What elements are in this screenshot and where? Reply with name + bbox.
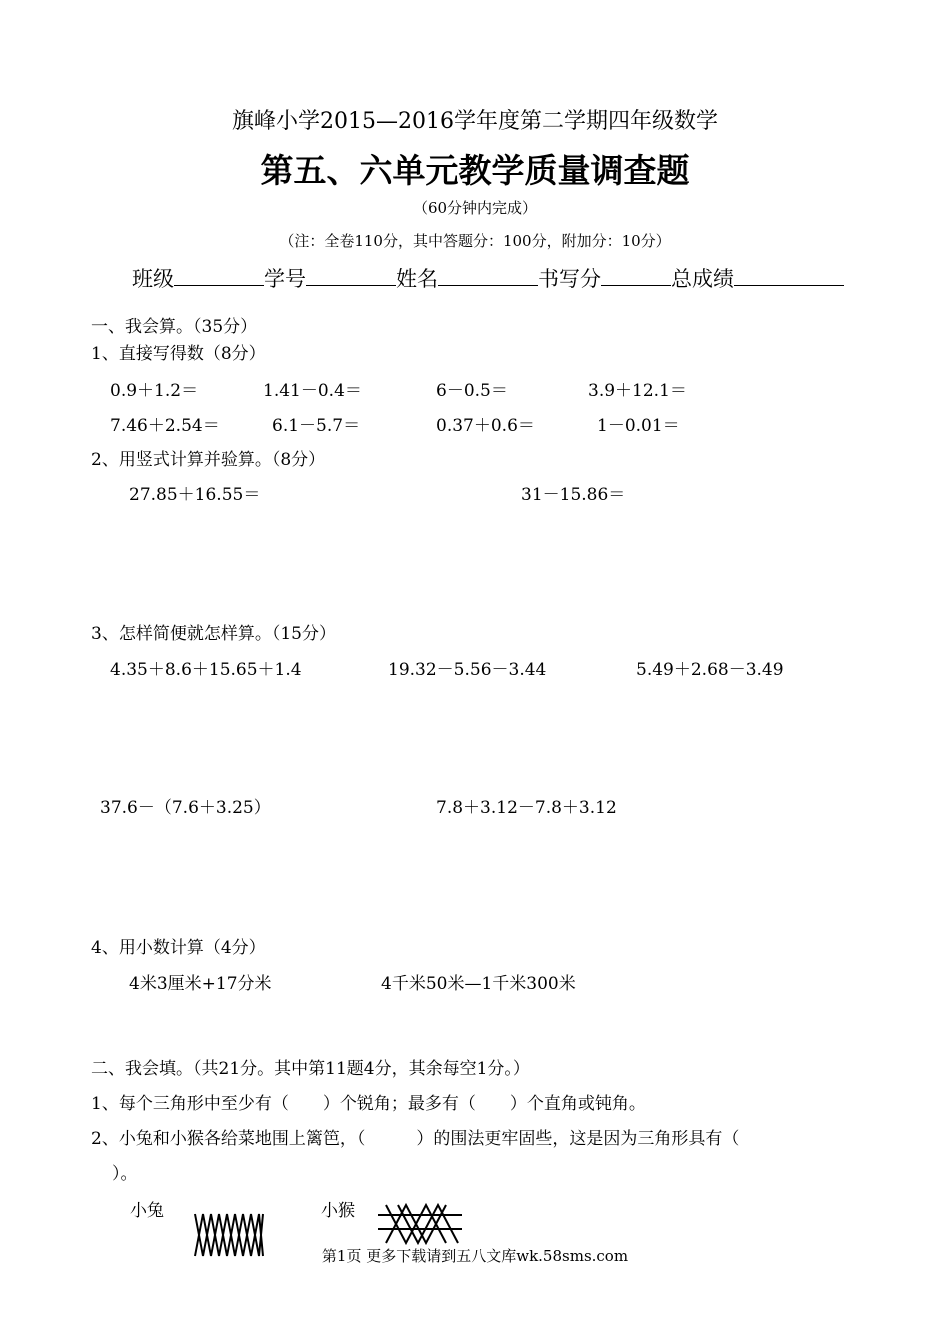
q1-item: 3.9＋12.1＝ (588, 381, 687, 401)
rabbit-label: 小兔 (130, 1201, 164, 1221)
q1-item: 1.41－0.4＝ (263, 381, 362, 401)
section2-title: 二、我会填。（共21分。其中第11题4分，其余每空1分。） (91, 1059, 530, 1079)
total-score-blank[interactable] (734, 267, 844, 286)
q1-item: 7.46＋2.54＝ (110, 416, 220, 436)
q3-item: 7.8＋3.12－7.8＋3.12 (436, 798, 617, 818)
q1-title: 1、直接写得数（8分） (91, 344, 266, 364)
q1-item: 6－0.5＝ (436, 381, 508, 401)
q1-item: 0.37＋0.6＝ (436, 416, 535, 436)
class-blank[interactable] (174, 267, 264, 286)
q3-title: 3、怎样简便就怎样算。（15分） (91, 624, 336, 644)
total-score-label: 总成绩 (671, 267, 734, 291)
q2-item: 27.85＋16.55＝ (129, 485, 261, 505)
q4-item: 4千米50米—1千米300米 (381, 974, 576, 994)
score-note: （注：全卷110分，其中答题分：100分，附加分：10分） (279, 232, 671, 250)
q1-item: 0.9＋1.2＝ (110, 381, 199, 401)
handwriting-score-blank[interactable] (601, 267, 671, 286)
s2-q1: 1、每个三角形中至少有（ ）个锐角；最多有（ ）个直角或钝角。 (91, 1094, 646, 1114)
q1-item: 1－0.01＝ (597, 416, 680, 436)
q3-item: 5.49＋2.68－3.49 (636, 660, 784, 680)
q4-item: 4米3厘米+17分米 (129, 974, 272, 994)
time-note: （60分钟内完成） (412, 199, 538, 217)
name-blank[interactable] (438, 267, 538, 286)
q3-item: 19.32－5.56－3.44 (388, 660, 547, 680)
s2-q2-line1: 2、小兔和小猴各给菜地围上篱笆，（ ）的围法更牢固些，这是因为三角形具有（ (91, 1129, 740, 1149)
exam-title: 第五、六单元教学质量调查题 (260, 151, 690, 190)
school-title: 旗峰小学2015—2016学年度第二学期四年级数学 (232, 109, 718, 134)
q2-item: 31－15.86＝ (521, 485, 626, 505)
handwriting-score-label: 书写分 (538, 267, 601, 291)
q3-item: 4.35＋8.6＋15.65＋1.4 (110, 660, 302, 680)
monkey-label: 小猴 (321, 1201, 355, 1221)
student-number-blank[interactable] (306, 267, 396, 286)
q3-item: 37.6－（7.6＋3.25） (100, 798, 271, 818)
s2-q2-line2: ）。 (112, 1164, 138, 1184)
q4-title: 4、用小数计算（4分） (91, 938, 266, 958)
page-footer: 第1页 更多下载请到五八文库wk.58sms.com (321, 1247, 629, 1265)
student-number-label: 学号 (264, 267, 306, 291)
q1-item: 6.1－5.7＝ (272, 416, 361, 436)
class-label: 班级 (132, 267, 174, 291)
student-info-row (132, 267, 844, 290)
q2-title: 2、用竖式计算并验算。（8分） (91, 450, 326, 470)
name-label: 姓名 (396, 267, 438, 291)
monkey-fence-figure (378, 1203, 462, 1245)
section1-title: 一、我会算。（35分） (91, 317, 258, 337)
